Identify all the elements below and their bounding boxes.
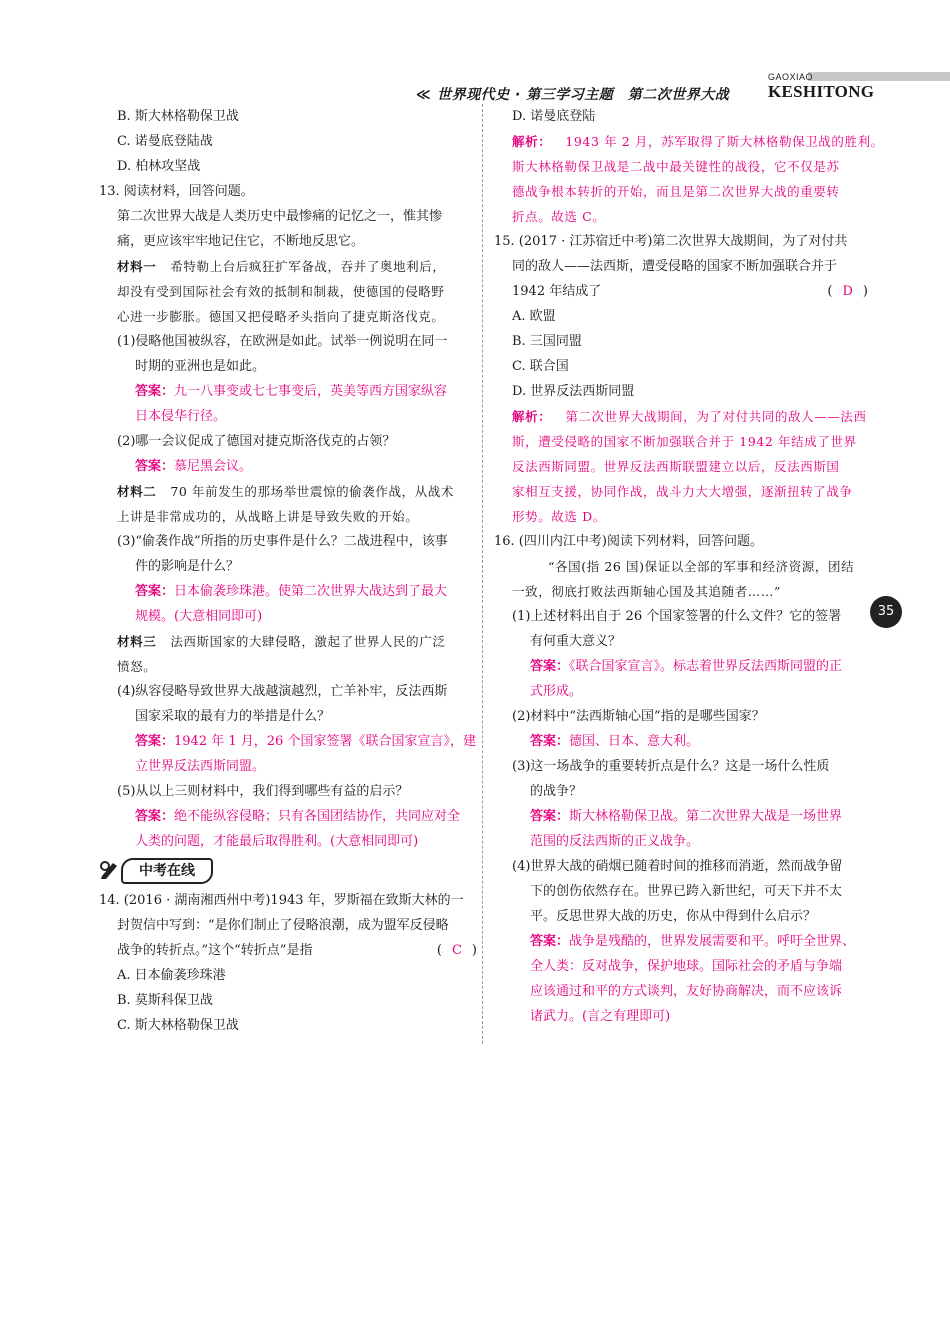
analysis-15: 解析： 第二次世界大战期间，为了对付共同的敌人——法西 bbox=[512, 409, 867, 424]
brand-top: GAOXIAO bbox=[768, 72, 814, 82]
answer-text: 人类的问题，才能最后取得胜利。(大意相同即可) bbox=[135, 834, 419, 849]
subquestion-text: 平。反思世界大战的历史，你从中得到什么启示？ bbox=[530, 909, 817, 924]
analysis-text: 家相互支援，协同作战，战斗力大大增强，逐渐扭转了战争 bbox=[512, 484, 853, 499]
subquestion-3: (3)“偷袭作战”所指的历史事件是什么？二战进程中，该事 bbox=[117, 534, 448, 549]
analysis-text: 斯大林格勒保卫战是二战中最关键性的战役，它不仅是苏 bbox=[512, 159, 840, 174]
double-chevron-left-icon: ≪ bbox=[416, 87, 432, 103]
option-line: B. 斯大林格勒保卫战 bbox=[117, 109, 239, 124]
answer-text: 日本侵华行径。 bbox=[135, 409, 227, 424]
option-line: D. 柏林攻坚战 bbox=[117, 159, 201, 174]
answer-2: 答案：德国、日本、意大利。 bbox=[530, 734, 700, 749]
column-divider bbox=[482, 104, 483, 1044]
answer-1: 答案：《联合国家宣言》。标志着世界反法西斯同盟的正 bbox=[530, 659, 843, 674]
subquestion-5: (5)从以上三则材料中，我们得到哪些有益的启示？ bbox=[117, 784, 409, 799]
analysis-text: 反法西斯同盟。世界反法西斯联盟建立以后，反法西斯国 bbox=[512, 459, 840, 474]
question-16-stem: 16. (四川内江中考)阅读下列材料，回答问题。 bbox=[494, 534, 763, 549]
material-3: 材料三 法西斯国家的大肆侵略，激起了世界人民的广泛 bbox=[117, 634, 446, 649]
option-line: B. 莫斯科保卫战 bbox=[117, 993, 213, 1008]
question-text: 封贺信中写到：“是你们制止了侵略浪潮，成为盟军反侵略 bbox=[117, 918, 449, 933]
answer-bracket: ( C ) bbox=[436, 943, 477, 958]
question-text: 痛，更应该牢牢地记住它，不断地反思它。 bbox=[117, 234, 365, 249]
material-label: 材料二 bbox=[117, 484, 157, 499]
subquestion-text: 的战争？ bbox=[530, 784, 583, 799]
subquestion-4: (4)世界大战的硝烟已随着时间的推移而消逝，然而战争留 bbox=[512, 859, 843, 874]
analysis-text: 折点。故选 C。 bbox=[512, 209, 606, 224]
material-label: 材料三 bbox=[117, 634, 157, 649]
answer-bracket: ( D ) bbox=[827, 284, 868, 299]
option-line: C. 斯大林格勒保卫战 bbox=[117, 1018, 239, 1033]
question-text: 第二次世界大战是人类历史中最惨痛的记忆之一，惟其惨 bbox=[117, 209, 443, 224]
option-line: A. 日本偷袭珍珠港 bbox=[117, 968, 226, 983]
material-text: 却没有受到国际社会有效的抵制和制裁，使德国的侵略野 bbox=[117, 284, 445, 299]
answer-4: 答案：1942 年 1 月，26 个国家签署《联合国家宣言》，建 bbox=[135, 734, 476, 749]
answer-4: 答案：战争是残酷的，世界发展需要和平。呼吁全世界、 bbox=[530, 934, 856, 949]
material-text: 愤怒。 bbox=[117, 659, 157, 674]
question-13-stem: 13. 阅读材料，回答问题。 bbox=[99, 184, 254, 199]
section-tag: 中考在线 bbox=[121, 858, 213, 884]
answer-text: 范围的反法西斯的正义战争。 bbox=[530, 834, 700, 849]
subquestion-2: (2)材料中“法西斯轴心国”指的是哪些国家？ bbox=[512, 709, 765, 724]
quote-text: “各国(指 26 国)保证以全部的军事和经济资源，团结 bbox=[548, 559, 855, 574]
material-text: 上讲是非常成功的，从战略上讲是导致失败的开始。 bbox=[117, 509, 419, 524]
material-2: 材料二 70 年前发生的那场举世震惊的偷袭作战，从战术 bbox=[117, 484, 454, 499]
answer-text: 全人类：反对战争，保护地球。国际社会的矛盾与争端 bbox=[530, 959, 843, 974]
page-number: 35 bbox=[870, 596, 902, 628]
answer-text: 立世界反法西斯同盟。 bbox=[135, 759, 266, 774]
analysis-text: 形势。故选 D。 bbox=[512, 509, 606, 524]
option-line: D. 诺曼底登陆 bbox=[512, 109, 596, 124]
subquestion-1: (1)侵略他国被纵容，在欧洲是如此。试举一例说明在同一 bbox=[117, 334, 448, 349]
answer-5: 答案：绝不能纵容侵略；只有各国团结协作，共同应对全 bbox=[135, 809, 461, 824]
subquestion-2: (2)哪一会议促成了德国对捷克斯洛伐克的占领？ bbox=[117, 434, 396, 449]
answer-2: 答案：慕尼黑会议。 bbox=[135, 459, 253, 474]
pencil-icon bbox=[99, 858, 121, 880]
option-line: A. 欧盟 bbox=[512, 309, 556, 324]
subquestion-text: 件的影响是什么？ bbox=[135, 559, 240, 574]
right-column bbox=[494, 104, 884, 1029]
question-text: 同的敌人——法西斯，遭受侵略的国家不断加强联合并于 bbox=[512, 259, 838, 274]
answer-text: 规模。(大意相同即可) bbox=[135, 609, 263, 624]
section-header bbox=[117, 854, 477, 888]
material-1: 材料一 希特勒上台后疯狂扩军备战，吞并了奥地利后， bbox=[117, 259, 446, 274]
page-header bbox=[0, 60, 950, 110]
analysis-14: 解析： 1943 年 2 月，苏军取得了斯大林格勒保卫战的胜利。 bbox=[512, 134, 884, 149]
question-text: 1942 年结成了 ( D ) bbox=[512, 279, 868, 304]
material-text: 心进一步膨胀。德国又把侵略矛头指向了捷克斯洛伐克。 bbox=[117, 309, 445, 324]
option-line: B. 三国同盟 bbox=[512, 334, 582, 349]
quote-text: 一致，彻底打败法西斯轴心国及其追随者……” bbox=[512, 584, 781, 599]
subquestion-4: (4)纵容侵略导致世界大战越演越烈，亡羊补牢，反法西斯 bbox=[117, 684, 448, 699]
brand-bar bbox=[808, 72, 950, 81]
subquestion-3: (3)这一场战争的重要转折点是什么？这是一场什么性质 bbox=[512, 759, 830, 774]
brand-logo: KESHITONG bbox=[768, 82, 875, 101]
subquestion-text: 国家采取的最有力的举措是什么？ bbox=[135, 709, 331, 724]
analysis-text: 斯，遭受侵略的国家不断加强联合并于 1942 年结成了世界 bbox=[512, 434, 857, 449]
subquestion-text: 时期的亚洲也是如此。 bbox=[135, 359, 266, 374]
header-title: ≪ 世界现代史 · 第三学习主题 第二次世界大战 bbox=[416, 87, 730, 103]
answer-text: 应该通过和平的方式谈判，友好协商解决，而不应该诉 bbox=[530, 984, 843, 999]
question-text: 战争的转折点。”这个“转折点”是指 ( C ) bbox=[117, 938, 477, 963]
option-line: C. 诺曼底登陆战 bbox=[117, 134, 213, 149]
subquestion-text: 下的创伤依然存在。世界已跨入新世纪，可天下并不太 bbox=[530, 884, 843, 899]
answer-3: 答案：斯大林格勒保卫战。第二次世界大战是一场世界 bbox=[530, 809, 843, 824]
material-label: 材料一 bbox=[117, 259, 157, 274]
subquestion-1: (1)上述材料出自于 26 个国家签署的什么文件？它的签署 bbox=[512, 609, 842, 624]
analysis-text: 德战争根本转折的开始，而且是第二次世界大战的重要转 bbox=[512, 184, 840, 199]
choice-answer: D bbox=[842, 284, 853, 299]
answer-1: 答案：九一八事变或七七事变后，英美等西方国家纵容 bbox=[135, 384, 448, 399]
question-15-stem: 15. (2017 · 江苏宿迁中考)第二次世界大战期间，为了对付共 bbox=[494, 234, 848, 249]
answer-3: 答案：日本偷袭珍珠港。使第二次世界大战达到了最大 bbox=[135, 584, 448, 599]
subquestion-text: 有何重大意义？ bbox=[530, 634, 622, 649]
choice-answer: C bbox=[451, 943, 462, 958]
left-column bbox=[99, 104, 477, 1038]
answer-text: 诸武力。(言之有理即可) bbox=[530, 1009, 671, 1024]
option-line: D. 世界反法西斯同盟 bbox=[512, 384, 635, 399]
answer-text: 式形成。 bbox=[530, 684, 583, 699]
question-14-stem: 14. (2016 · 湖南湘西州中考)1943 年，罗斯福在致斯大林的一 bbox=[99, 893, 464, 908]
option-line: C. 联合国 bbox=[512, 359, 569, 374]
